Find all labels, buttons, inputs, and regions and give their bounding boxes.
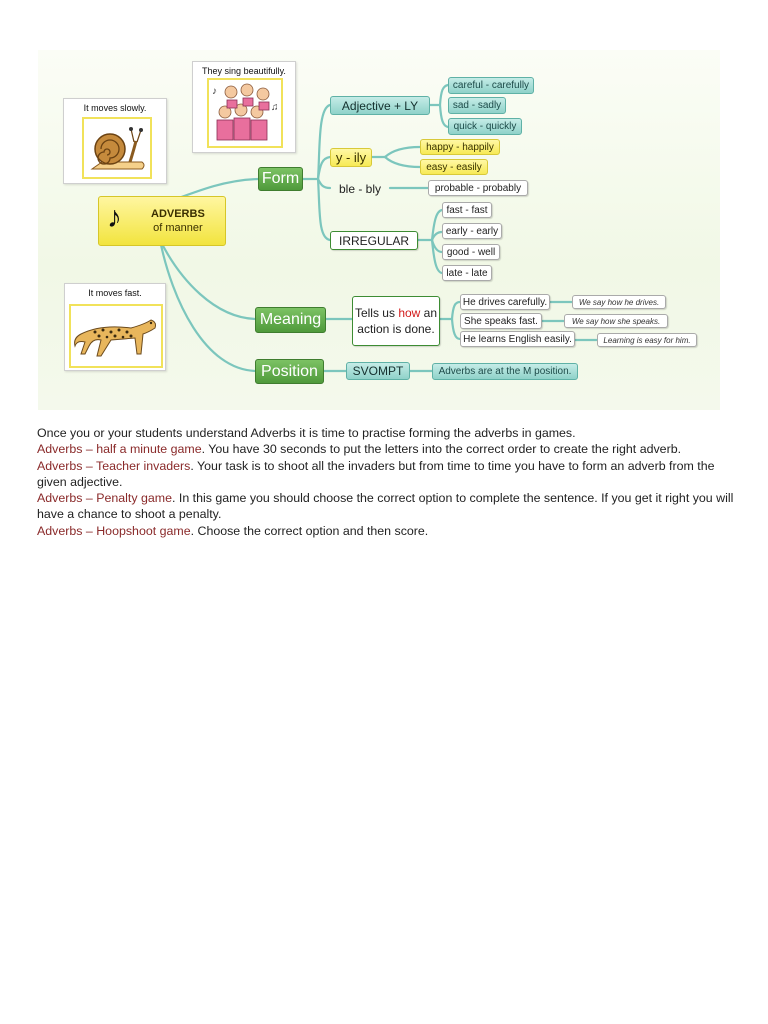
center-node-label <box>151 207 205 235</box>
branch-meaning: Meaning <box>255 307 326 333</box>
game-item-3-text: . In this game you should choose the correct option to complete the sentence. If you get it right you will have a chance to shoot a penalty. <box>37 491 734 522</box>
svg-text:♫: ♫ <box>271 102 279 113</box>
form-adjective-ly: Adjective + LY <box>330 96 430 115</box>
connector-irr-4 <box>432 240 442 273</box>
form-irregular: IRREGULAR <box>330 231 418 250</box>
irregular-example-1: fast - fast <box>442 202 492 218</box>
meaning-example-3: He learns English easily. <box>460 331 575 347</box>
form-y-ily: y - ily <box>330 148 372 167</box>
intro-paragraph: Once you or your students understand Adverbs it is time to practise forming the adverbs in games. <box>37 426 576 440</box>
snail-frame <box>82 117 152 179</box>
game-link-penalty[interactable]: Adverbs – Penalty game <box>37 491 172 506</box>
connector-ly-3 <box>440 105 448 127</box>
ly-example-1: careful - carefully <box>448 77 534 94</box>
game-item-4-text: . Choose the correct option and then score. <box>190 523 429 538</box>
irregular-example-2: early - early <box>442 223 502 239</box>
connector-center-position <box>160 240 256 371</box>
yily-example-2: easy - easily <box>420 159 488 175</box>
branch-form: Form <box>258 167 303 191</box>
blebly-example-1: probable - probably <box>428 180 528 196</box>
position-note: Adverbs are at the M position. <box>432 363 578 380</box>
body-text <box>37 425 737 539</box>
ly-example-3: quick - quickly <box>448 118 522 135</box>
meaning-note-2: We say how she speaks. <box>564 314 668 328</box>
game-item-2 <box>37 458 737 491</box>
tells-post: an action is done. <box>357 306 438 336</box>
position-svompt: SVOMPT <box>346 362 410 380</box>
connector-tells-3 <box>452 319 460 339</box>
center-line-2: of manner <box>153 222 203 234</box>
tells-pre: Tells us <box>354 306 399 320</box>
choir-caption: They sing beautifully. <box>202 66 286 76</box>
picture-choir <box>192 61 296 153</box>
game-link-teacher-invaders[interactable]: Adverbs – Teacher invaders <box>37 458 191 473</box>
meaning-example-1: He drives carefully. <box>460 294 550 310</box>
connector-yily-2 <box>385 157 420 167</box>
connector-form-blebly <box>318 179 330 188</box>
form-ble-bly: ble - bly <box>338 181 382 196</box>
connector-center-meaning <box>160 240 256 319</box>
tells-how: how <box>398 306 421 320</box>
game-link-hoopshoot[interactable]: Adverbs – Hoopshoot game <box>37 523 191 538</box>
meaning-note-1: We say how he drives. <box>572 295 666 309</box>
connector-yily-1 <box>385 147 420 157</box>
cheetah-frame <box>69 304 163 368</box>
meaning-example-2: She speaks fast. <box>460 313 542 329</box>
music-note-icon: ♪ <box>107 201 122 234</box>
center-line-1: ADVERBS <box>151 208 205 220</box>
ly-example-2: sad - sadly <box>448 97 506 114</box>
irregular-example-4: late - late <box>442 265 492 281</box>
connector-tells-1 <box>452 302 460 319</box>
cheetah-illustration <box>71 306 161 366</box>
game-item-4 <box>37 523 737 539</box>
game-link-half-a-minute[interactable]: Adverbs – half a minute game <box>37 442 202 457</box>
yily-example-1: happy - happily <box>420 139 500 155</box>
choir-frame <box>207 78 283 148</box>
picture-cheetah <box>64 283 166 371</box>
svg-text:♪: ♪ <box>212 86 217 97</box>
connector-ly-1 <box>440 85 448 105</box>
game-item-3 <box>37 490 737 523</box>
branch-position: Position <box>255 359 324 384</box>
meaning-definition <box>352 296 440 346</box>
game-item-1 <box>37 441 737 457</box>
snail-illustration <box>84 119 150 177</box>
snail-caption: It moves slowly. <box>83 103 147 113</box>
choir-illustration <box>209 80 281 146</box>
meaning-note-3: Learning is easy for him. <box>597 333 697 347</box>
game-item-1-text: . You have 30 seconds to put the letters into the correct order to create the right adverb. <box>201 442 682 457</box>
game-item-2-text: . Your task is to shoot all the invaders but from time to time you have to form an adverb from the given adjective. <box>37 458 715 489</box>
picture-snail <box>63 98 167 184</box>
irregular-example-3: good - well <box>442 244 500 260</box>
cheetah-caption: It moves fast. <box>88 288 142 298</box>
center-node-adverbs <box>98 196 226 246</box>
